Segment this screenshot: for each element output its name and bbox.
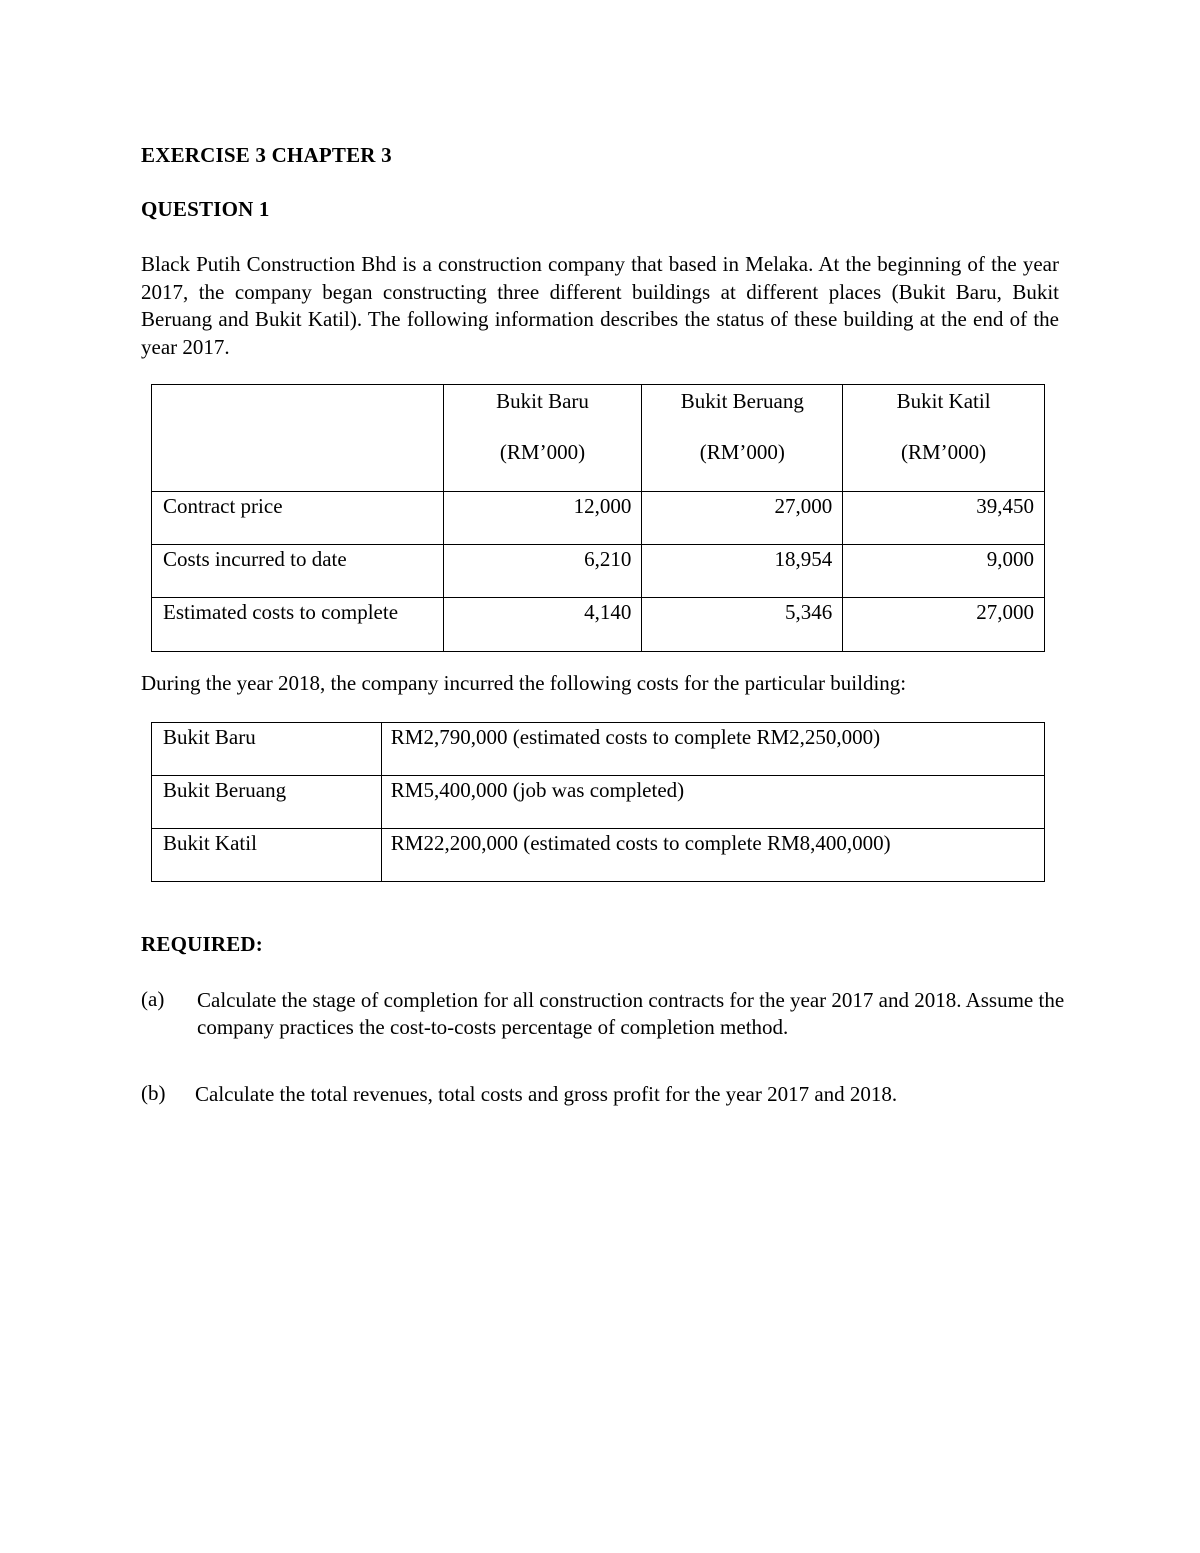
required-item-text-b: Calculate the total revenues, total costs and gross profit for the year 2017 and 2018. bbox=[195, 1082, 898, 1106]
cost-table-2018 bbox=[151, 722, 1045, 882]
row-label-costs-incurred: Costs incurred to date bbox=[152, 545, 444, 598]
cost-detail-cell: RM22,200,000 (estimated costs to complete RM8,400,000) bbox=[381, 829, 1044, 882]
table-row bbox=[152, 723, 1045, 776]
empty-header-cell bbox=[152, 385, 444, 492]
intro-paragraph: Black Putih Construction Bhd is a construction company that based in Melaka. At the beginning of the year 2017, the company began constructing three different buildings at different places (Bukit Baru, Bukit Beruang and Bukit Katil). The following information describes the status of these building at the end of the year 2017. bbox=[141, 252, 1059, 359]
column-header-bukit-baru bbox=[443, 385, 642, 492]
table-cell: 4,140 bbox=[443, 598, 642, 652]
paragraph-2018: During the year 2018, the company incurred the following costs for the particular building: bbox=[141, 671, 907, 695]
required-item-label-a: (a) bbox=[141, 987, 165, 1011]
table-cell: 6,210 bbox=[443, 545, 642, 598]
table-row bbox=[152, 598, 1045, 652]
required-heading: REQUIRED: bbox=[141, 932, 263, 956]
exercise-title: EXERCISE 3 CHAPTER 3 bbox=[141, 143, 392, 167]
table-header-row bbox=[152, 385, 1045, 492]
table-cell: 27,000 bbox=[843, 598, 1045, 652]
building-cell: Bukit Beruang bbox=[152, 776, 382, 829]
building-cell: Bukit Katil bbox=[152, 829, 382, 882]
table-row bbox=[152, 492, 1045, 545]
table-cell: 39,450 bbox=[843, 492, 1045, 545]
column-header-bukit-beruang bbox=[642, 385, 843, 492]
column-unit: (RM’000) bbox=[901, 440, 987, 464]
building-cell: Bukit Baru bbox=[152, 723, 382, 776]
table-row bbox=[152, 545, 1045, 598]
column-name: Bukit Beruang bbox=[680, 389, 804, 413]
table-cell: 9,000 bbox=[843, 545, 1045, 598]
column-unit: (RM’000) bbox=[699, 440, 785, 464]
table-row bbox=[152, 829, 1045, 882]
cost-detail-cell: RM2,790,000 (estimated costs to complete RM2,250,000) bbox=[381, 723, 1044, 776]
question-heading: QUESTION 1 bbox=[141, 197, 270, 221]
table-cell: 12,000 bbox=[443, 492, 642, 545]
table-row bbox=[152, 776, 1045, 829]
required-item-label-b: (b) bbox=[141, 1081, 166, 1105]
status-table-2017 bbox=[151, 384, 1045, 652]
column-name: Bukit Katil bbox=[896, 389, 991, 413]
column-header-bukit-katil bbox=[843, 385, 1045, 492]
required-item-text-a: Calculate the stage of completion for all construction contracts for the year 2017 and 2018. Assume the company practices the cost-to-costs percentage of completion method. bbox=[197, 988, 1065, 1039]
cost-detail-cell: RM5,400,000 (job was completed) bbox=[381, 776, 1044, 829]
table-cell: 18,954 bbox=[642, 545, 843, 598]
table-cell: 27,000 bbox=[642, 492, 843, 545]
column-unit: (RM’000) bbox=[499, 440, 586, 464]
column-name: Bukit Baru bbox=[496, 389, 589, 413]
table-cell: 5,346 bbox=[642, 598, 843, 652]
row-label-contract-price: Contract price bbox=[152, 492, 444, 545]
row-label-estimated-costs: Estimated costs to complete bbox=[152, 598, 444, 652]
